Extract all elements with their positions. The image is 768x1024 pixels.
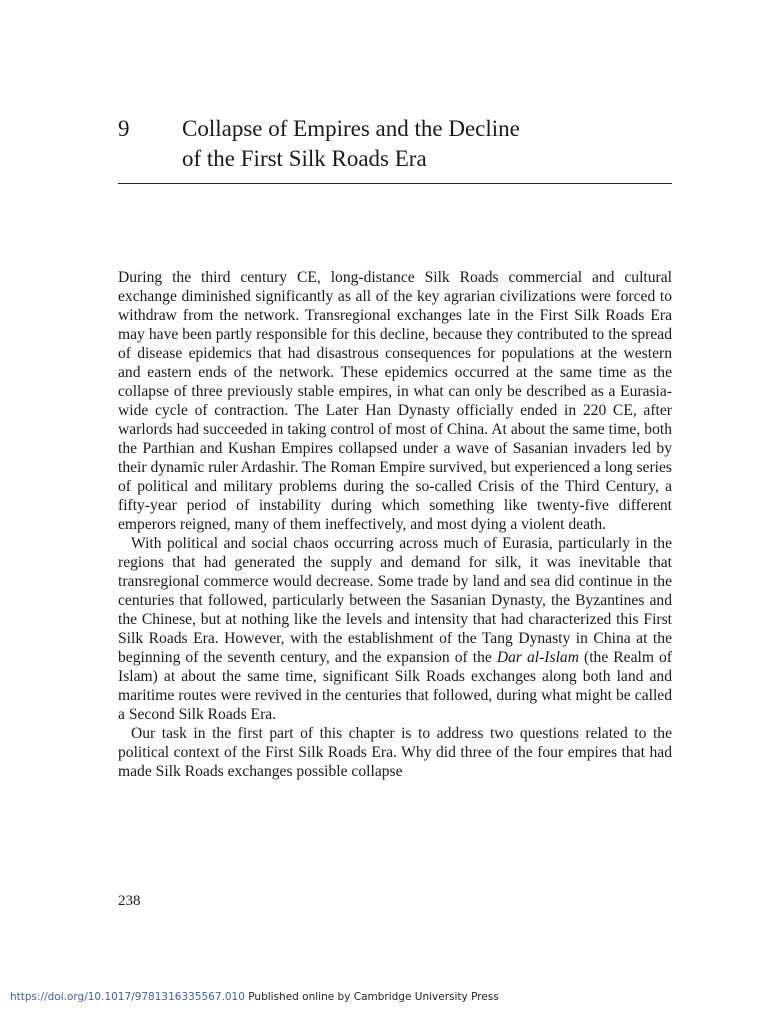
doi-link[interactable]: https://doi.org/10.1017/9781316335567.010	[10, 991, 245, 1003]
page-number: 238	[118, 893, 141, 909]
paragraph-2-italic: Dar al-Islam	[496, 649, 579, 666]
paragraph-2-text-a: With political and social chaos occurring across much of Eurasia, particularly in the regions that had generated the supply and demand for silk, it was inevitable that transregional commerce would decrease. Some trade by land and sea did continue in the centuries that followed, particularly between the Sasanian Dynasty, the Byzantines and the Chinese, but at nothing like the levels and intensity that had characterized this First Silk Roads Era. However, with the establishment of the Tang Dynasty in China at the beginning of the seventh century, and the expansion of the	[118, 535, 672, 666]
paragraph-2	[118, 534, 672, 724]
body-text	[118, 268, 672, 781]
heading-rule	[118, 183, 672, 184]
chapter-title-line-2: of the First Silk Roads Era	[182, 146, 427, 171]
paragraph-2-text-b: (the Realm of Islam) at about the same time, significant Silk Roads exchanges along both land and maritime routes were revived in the centuries that followed, during what might be called a Second Silk Roads Era.	[118, 649, 672, 723]
chapter-title	[182, 114, 662, 174]
published-note: Published online by Cambridge University Press	[244, 991, 499, 1003]
chapter-title-line-1: Collapse of Empires and the Decline	[182, 116, 520, 141]
paragraph-3: Our task in the first part of this chapter is to address two questions related to the political context of the First Silk Roads Era. Why did three of the four empires that had made Silk Roads exchanges possible collapse	[118, 725, 672, 780]
footer	[10, 990, 499, 1004]
chapter-number: 9	[118, 116, 130, 141]
paragraph-1: During the third century CE, long-distance Silk Roads commercial and cultural exchange diminished significantly as all of the key agrarian civilizations were forced to withdraw from the network. Transregional exchanges late in the First Silk Roads Era may have been partly responsible for this decline, because they contributed to the spread of disease epidemics that had disastrous consequences for populations at the western and eastern ends of the network. These epidemics occurred at the same time as the collapse of three previously stable empires, in what can only be described as a Eurasia-wide cycle of contraction. The Later Han Dynasty officially ended in 220 CE, after warlords had succeeded in taking control of most of China. At about the same time, both the Parthian and Kushan Empires collapsed under a wave of Sasanian invaders led by their dynamic ruler Ardashir. The Roman Empire survived, but experienced a long series of political and military problems during the so-called Crisis of the Third Century, a fifty-year period of instability during which something like twenty-five different emperors reigned, many of them ineffectively, and most dying a violent death.	[118, 269, 672, 533]
